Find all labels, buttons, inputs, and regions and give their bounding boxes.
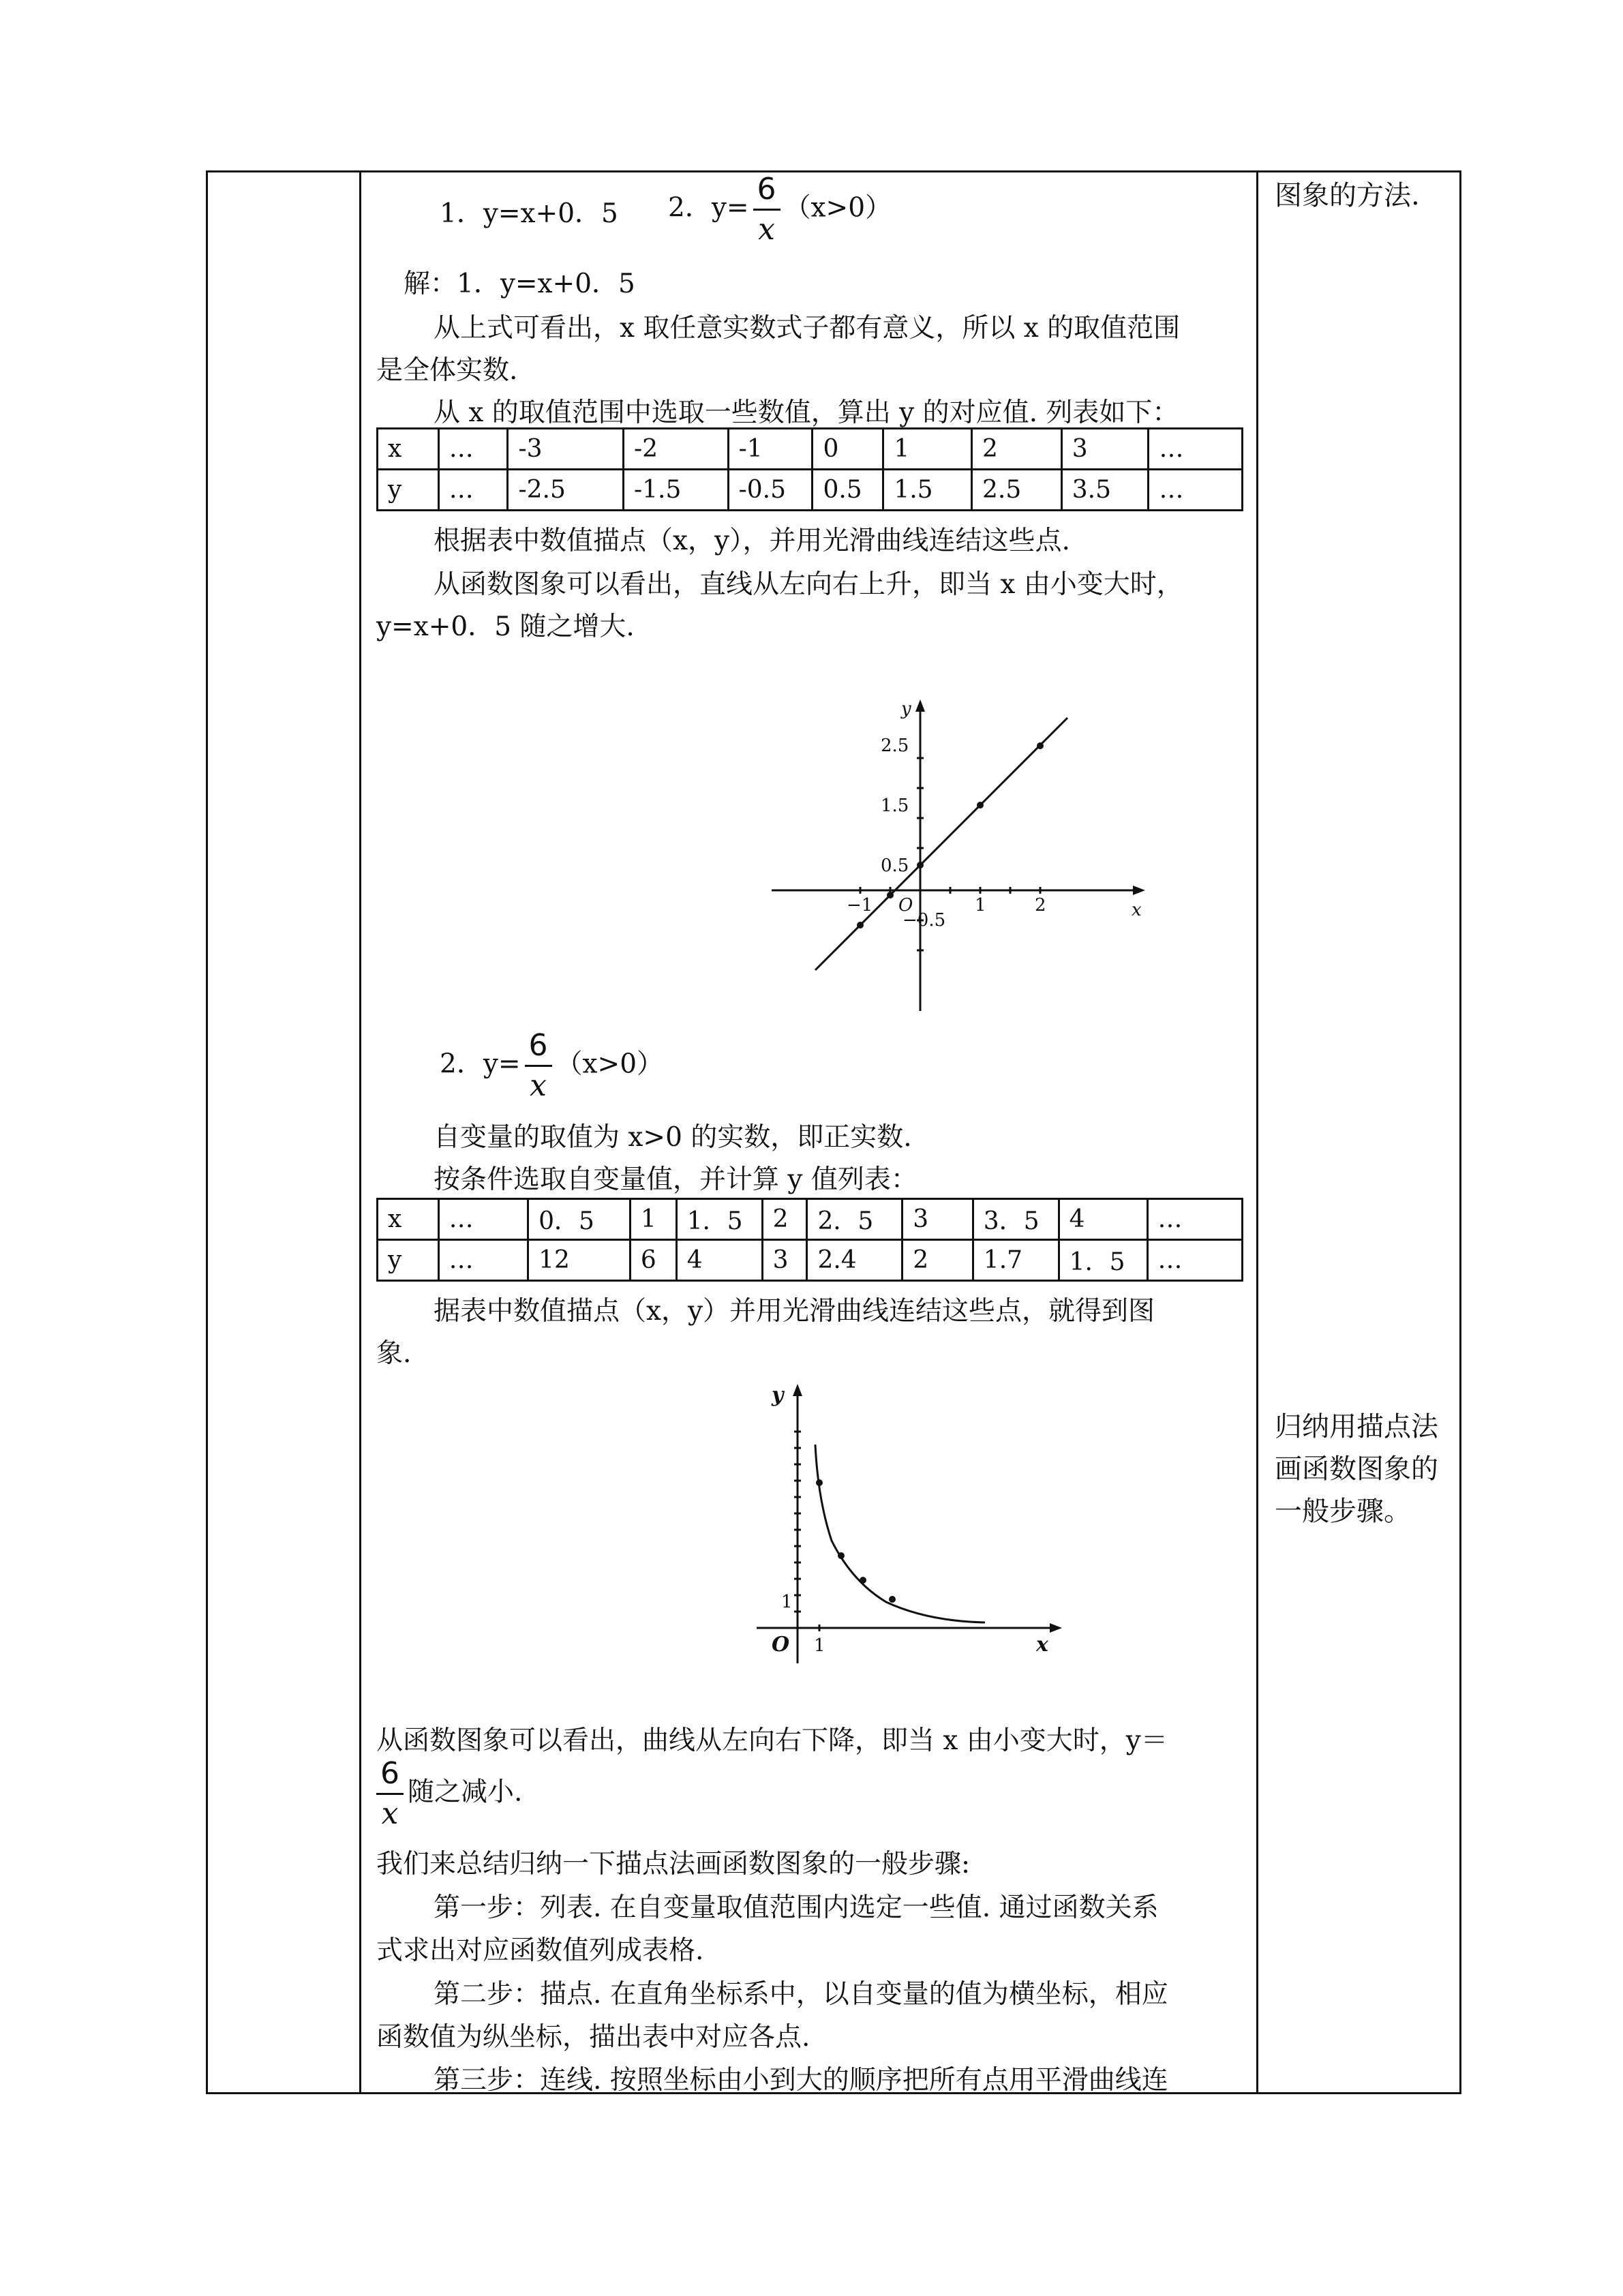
table-cell: … [1147, 1240, 1242, 1281]
table-cell: 2.5 [972, 470, 1062, 511]
sol1-paragraph-4b: y=x+0．5 随之增大. [376, 611, 635, 642]
table-cell: 12 [528, 1240, 631, 1281]
sol2-paragraph-3a: 据表中数值描点（x，y）并用光滑曲线连结这些点，就得到图 [434, 1296, 1155, 1327]
function-line [815, 718, 1067, 970]
table-cell: 0 [813, 429, 883, 470]
table-cell: 2 [902, 1240, 973, 1281]
x-axis-label: x [1036, 1633, 1048, 1657]
table-row [378, 1199, 1243, 1240]
table-cell: … [438, 1199, 528, 1240]
table-cell: -0.5 [728, 470, 813, 511]
table-cell: 2 [972, 429, 1062, 470]
sol2-paragraph-1: 自变量的取值为 x>0 的实数，即正实数. [434, 1122, 912, 1153]
line-graph [763, 694, 1142, 1021]
solution-2-title [440, 1028, 664, 1103]
y-tick-0-5: 0.5 [881, 856, 909, 876]
table-cell: 1．5 [676, 1199, 762, 1240]
table-cell: … [438, 1240, 528, 1281]
table-cell: -3 [508, 429, 624, 470]
table-cell: … [1149, 470, 1243, 511]
table-cell: 1．5 [1059, 1240, 1147, 1281]
sol2-paragraph-3b: 象. [376, 1338, 412, 1369]
x-tick-1: 1 [814, 1635, 825, 1656]
problem-1: 1．y=x+0．5 [440, 198, 618, 229]
sol1-paragraph-2: 从 x 的取值范围中选取一些数值，算出 y 的对应值. 列表如下： [434, 397, 1179, 428]
table-cell: … [438, 470, 508, 511]
table-cell: 4 [676, 1240, 762, 1281]
table-cell: 1.5 [883, 470, 972, 511]
table-cell: … [438, 429, 508, 470]
fraction: $\frac{6}{x}$ [376, 1759, 404, 1829]
table-cell: x [378, 429, 439, 470]
table-cell: 1 [883, 429, 972, 470]
table-row [378, 1240, 1243, 1281]
point-b [838, 1552, 845, 1559]
note-method: 图象的方法. [1275, 180, 1420, 211]
table-cell: 3.5 [1061, 470, 1149, 511]
step-2-line-2: 函数值为纵坐标，描出表中对应各点. [376, 2022, 810, 2053]
table-cell: 4 [1059, 1199, 1147, 1240]
table-cell: 6 [630, 1240, 676, 1281]
conclusion-line-1: 从函数图象可以看出，曲线从左向右下降，即当 x 由小变大时，y＝ [376, 1725, 1168, 1756]
table-cell: x [378, 1199, 439, 1240]
table-cell: -1.5 [623, 470, 728, 511]
sol1-paragraph-1b: 是全体实数. [376, 355, 518, 386]
y-axis-arrow [915, 699, 925, 712]
steps-intro: 我们来总结归纳一下描点法画函数图象的一般步骤: [376, 1849, 971, 1879]
table-cell: … [1149, 429, 1243, 470]
point-d [977, 802, 984, 809]
table-cell: 0．5 [528, 1199, 631, 1240]
table-cell: 3 [902, 1199, 973, 1240]
table-cell: y [378, 1240, 439, 1281]
step-1-line-1: 第一步：列表. 在自变量取值范围内选定一些值. 通过函数关系 [434, 1892, 1159, 1923]
y-axis-label: y [772, 1383, 784, 1407]
point-d [889, 1596, 896, 1603]
note-summary: 归纳用描点法画函数图象的一般步骤。 [1275, 1411, 1438, 1527]
step-1-line-2: 式求出对应函数值列成表格. [376, 1935, 704, 1966]
table-cell: y [378, 470, 439, 511]
point-c [860, 1577, 866, 1584]
hyperbola-graph [750, 1377, 1063, 1670]
table-cell: 3．5 [973, 1199, 1059, 1240]
step-2-line-1: 第二步：描点. 在直角坐标系中，以自变量的值为横坐标，相应 [434, 1979, 1168, 2010]
solution-2-condition: （x>0） [556, 1048, 664, 1080]
x-axis-label: x [1132, 900, 1142, 920]
problem-2 [668, 172, 892, 247]
problem-2-condition: （x>0） [784, 192, 892, 224]
value-table-2 [376, 1198, 1243, 1282]
table-row [378, 470, 1243, 511]
table-cell: 2.4 [807, 1240, 902, 1281]
y-axis-arrow [793, 1384, 802, 1396]
point-b [887, 892, 894, 898]
y-tick-neg0-5: −0.5 [902, 910, 946, 931]
x-tick-1: 1 [975, 895, 986, 916]
point-a [816, 1479, 823, 1486]
x-tick-2: 2 [1035, 895, 1046, 916]
table-cell: 0.5 [813, 470, 883, 511]
table-cell: 1 [630, 1199, 676, 1240]
table-cell: 3 [1061, 429, 1149, 470]
solution-2-prefix: 2．y= [440, 1048, 521, 1080]
origin-label: O [898, 895, 913, 916]
table-cell: 2．5 [807, 1199, 902, 1240]
y-tick-2-5: 2.5 [881, 736, 909, 756]
table-row [378, 429, 1243, 470]
point-c [917, 862, 924, 868]
table-cell: 1.7 [973, 1240, 1059, 1281]
sol1-paragraph-4a: 从函数图象可以看出，直线从左向右上升，即当 x 由小变大时， [434, 569, 1183, 600]
hyperbola-curve [815, 1445, 985, 1622]
problem-2-prefix: 2．y= [668, 192, 749, 224]
table-cell: -1 [728, 429, 813, 470]
table-cell: -2 [623, 429, 728, 470]
x-tick-neg1: −1 [847, 895, 873, 916]
y-axis-label: y [901, 699, 911, 719]
x-axis-arrow [1050, 1623, 1062, 1633]
fraction: $\frac{6}{x}$ [525, 1031, 552, 1101]
step-3-line-1: 第三步：连线. 按照坐标由小到大的顺序把所有点用平滑曲线连 [434, 2065, 1168, 2096]
value-table-1 [376, 427, 1243, 511]
y-tick-1-5: 1.5 [881, 796, 909, 816]
table-cell: … [1147, 1199, 1242, 1240]
y-tick-1: 1 [781, 1592, 793, 1612]
column-divider-right [1256, 170, 1258, 2094]
conclusion-line-2 [376, 1756, 523, 1831]
solution-1-title: 解：1．y=x+0．5 [404, 269, 635, 299]
origin-label: O [772, 1633, 790, 1657]
point-e [1037, 742, 1044, 749]
conclusion-suffix: 随之减小. [408, 1777, 523, 1808]
sol2-paragraph-2: 按条件选取自变量值，并计算 y 值列表： [434, 1164, 917, 1195]
table-cell: 2 [762, 1199, 807, 1240]
point-a [857, 922, 864, 928]
sol1-paragraph-1a: 从上式可看出，x 取任意实数式子都有意义，所以 x 的取值范围 [434, 313, 1181, 344]
fraction: $\frac{6}{x}$ [753, 175, 780, 245]
table-cell: -2.5 [508, 470, 624, 511]
table-cell: 3 [762, 1240, 807, 1281]
sol1-paragraph-3: 根据表中数值描点（x，y），并用光滑曲线连结这些点. [434, 526, 1070, 556]
column-divider-left [359, 170, 361, 2094]
